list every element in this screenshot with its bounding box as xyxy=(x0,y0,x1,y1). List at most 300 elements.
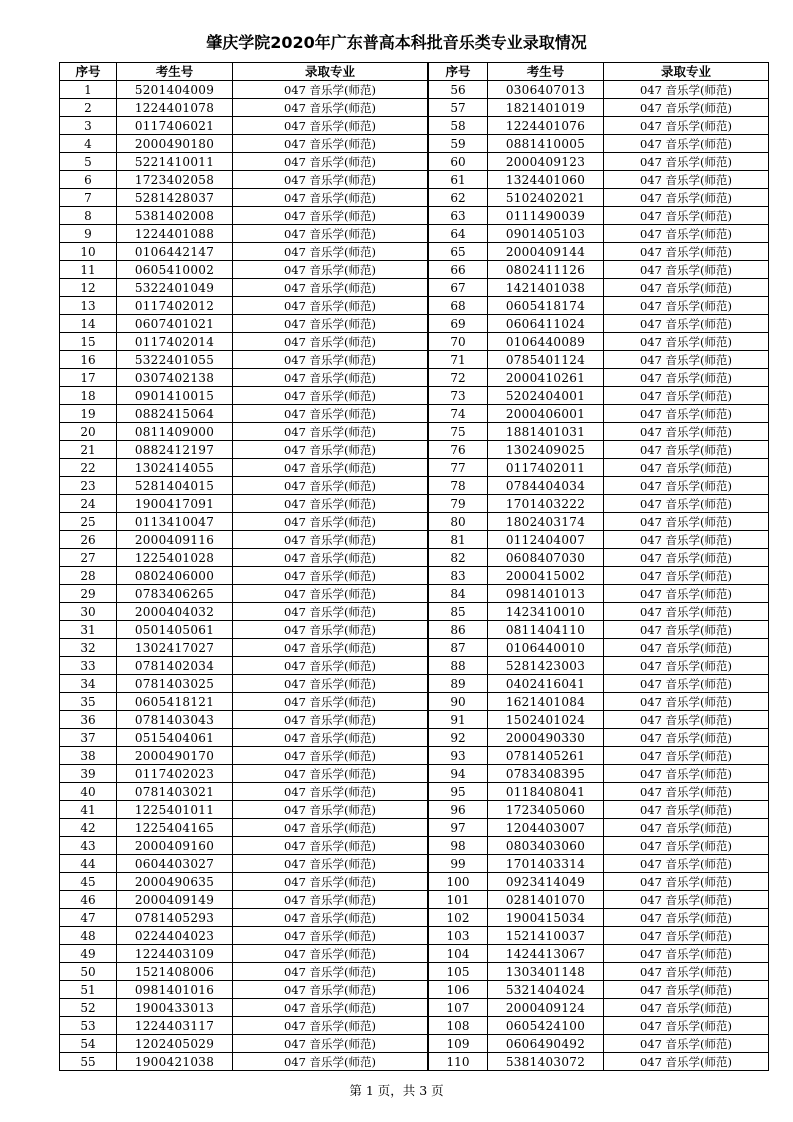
major-cell: 047 音乐学(师范) xyxy=(604,243,769,261)
seq-cell: 22 xyxy=(60,459,117,477)
table-row xyxy=(429,441,769,459)
table-row xyxy=(60,477,428,495)
table-row xyxy=(60,981,428,999)
header-seq: 序号 xyxy=(429,63,488,81)
table-row xyxy=(60,873,428,891)
seq-cell: 35 xyxy=(60,693,117,711)
table-row xyxy=(429,189,769,207)
table-row xyxy=(60,603,428,621)
table-row xyxy=(429,621,769,639)
table-row xyxy=(60,1053,428,1071)
major-cell: 047 音乐学(师范) xyxy=(233,261,428,279)
page-footer: 第 1 页，共 3 页 xyxy=(349,1083,444,1098)
seq-cell: 30 xyxy=(60,603,117,621)
table-row xyxy=(60,819,428,837)
exam-id-cell: 2000404032 xyxy=(117,603,233,621)
major-cell: 047 音乐学(师范) xyxy=(604,405,769,423)
seq-cell: 11 xyxy=(60,261,117,279)
table-row xyxy=(429,1035,769,1053)
table-row xyxy=(60,153,428,171)
table-row xyxy=(429,297,769,315)
table-row xyxy=(429,549,769,567)
seq-cell: 20 xyxy=(60,423,117,441)
exam-id-cell: 0901410015 xyxy=(117,387,233,405)
seq-cell: 70 xyxy=(429,333,488,351)
seq-cell: 65 xyxy=(429,243,488,261)
seq-cell: 38 xyxy=(60,747,117,765)
exam-id-cell: 0402416041 xyxy=(488,675,604,693)
major-cell: 047 音乐学(师范) xyxy=(233,711,428,729)
exam-id-cell: 5322401049 xyxy=(117,279,233,297)
seq-cell: 72 xyxy=(429,369,488,387)
major-cell: 047 音乐学(师范) xyxy=(233,315,428,333)
major-cell: 047 音乐学(师范) xyxy=(233,207,428,225)
exam-id-cell: 1423410010 xyxy=(488,603,604,621)
table-row xyxy=(429,171,769,189)
seq-cell: 27 xyxy=(60,549,117,567)
table-row xyxy=(60,765,428,783)
seq-cell: 14 xyxy=(60,315,117,333)
table-row xyxy=(60,99,428,117)
exam-id-cell: 0106442147 xyxy=(117,243,233,261)
seq-cell: 40 xyxy=(60,783,117,801)
table-row xyxy=(429,351,769,369)
seq-cell: 86 xyxy=(429,621,488,639)
exam-id-cell: 0106440089 xyxy=(488,333,604,351)
major-cell: 047 音乐学(师范) xyxy=(233,531,428,549)
seq-cell: 25 xyxy=(60,513,117,531)
major-cell: 047 音乐学(师范) xyxy=(604,423,769,441)
major-cell: 047 音乐学(师范) xyxy=(604,891,769,909)
exam-id-cell: 0605410002 xyxy=(117,261,233,279)
exam-id-cell: 1521410037 xyxy=(488,927,604,945)
table-row xyxy=(60,351,428,369)
exam-id-cell: 0606411024 xyxy=(488,315,604,333)
major-cell: 047 音乐学(师范) xyxy=(233,423,428,441)
table-row xyxy=(60,207,428,225)
exam-id-cell: 1900433013 xyxy=(117,999,233,1017)
major-cell: 047 音乐学(师范) xyxy=(233,819,428,837)
table-row xyxy=(429,567,769,585)
seq-cell: 102 xyxy=(429,909,488,927)
seq-cell: 61 xyxy=(429,171,488,189)
major-cell: 047 音乐学(师范) xyxy=(233,351,428,369)
exam-id-cell: 5321404024 xyxy=(488,981,604,999)
exam-id-cell: 5281404015 xyxy=(117,477,233,495)
major-cell: 047 音乐学(师范) xyxy=(604,927,769,945)
seq-cell: 67 xyxy=(429,279,488,297)
table-row xyxy=(429,1053,769,1071)
exam-id-cell: 1225401028 xyxy=(117,549,233,567)
table-row xyxy=(60,657,428,675)
seq-cell: 41 xyxy=(60,801,117,819)
seq-cell: 91 xyxy=(429,711,488,729)
table-row xyxy=(429,495,769,513)
exam-id-cell: 1701403314 xyxy=(488,855,604,873)
table-row xyxy=(60,81,428,99)
table-row xyxy=(429,675,769,693)
major-cell: 047 音乐学(师范) xyxy=(604,1017,769,1035)
table-row xyxy=(60,693,428,711)
major-cell: 047 音乐学(师范) xyxy=(604,117,769,135)
major-cell: 047 音乐学(师范) xyxy=(233,1017,428,1035)
seq-cell: 83 xyxy=(429,567,488,585)
table-header-row xyxy=(60,63,428,81)
major-cell: 047 音乐学(师范) xyxy=(604,459,769,477)
table-row xyxy=(429,603,769,621)
table-row xyxy=(429,909,769,927)
seq-cell: 97 xyxy=(429,819,488,837)
exam-id-cell: 1324401060 xyxy=(488,171,604,189)
seq-cell: 75 xyxy=(429,423,488,441)
seq-cell: 19 xyxy=(60,405,117,423)
exam-id-cell: 5221410011 xyxy=(117,153,233,171)
major-cell: 047 音乐学(师范) xyxy=(604,387,769,405)
major-cell: 047 音乐学(师范) xyxy=(233,495,428,513)
major-cell: 047 音乐学(师范) xyxy=(233,153,428,171)
exam-id-cell: 1621401084 xyxy=(488,693,604,711)
table-row xyxy=(60,441,428,459)
major-cell: 047 音乐学(师范) xyxy=(233,675,428,693)
major-cell: 047 音乐学(师范) xyxy=(604,747,769,765)
table-row xyxy=(429,387,769,405)
table-row xyxy=(429,783,769,801)
seq-cell: 36 xyxy=(60,711,117,729)
table-row xyxy=(429,531,769,549)
seq-cell: 107 xyxy=(429,999,488,1017)
major-cell: 047 音乐学(师范) xyxy=(233,1035,428,1053)
seq-cell: 60 xyxy=(429,153,488,171)
table-row xyxy=(60,513,428,531)
exam-id-cell: 1302417027 xyxy=(117,639,233,657)
table-row xyxy=(60,729,428,747)
exam-id-cell: 0608407030 xyxy=(488,549,604,567)
major-cell: 047 音乐学(师范) xyxy=(604,297,769,315)
seq-cell: 21 xyxy=(60,441,117,459)
table-row xyxy=(60,963,428,981)
major-cell: 047 音乐学(师范) xyxy=(233,999,428,1017)
table-row xyxy=(429,81,769,99)
exam-id-cell: 0803403060 xyxy=(488,837,604,855)
seq-cell: 17 xyxy=(60,369,117,387)
table-row xyxy=(429,945,769,963)
seq-cell: 6 xyxy=(60,171,117,189)
table-row xyxy=(60,405,428,423)
exam-id-cell: 1225401011 xyxy=(117,801,233,819)
table-row xyxy=(60,639,428,657)
exam-id-cell: 2000490180 xyxy=(117,135,233,153)
major-cell: 047 音乐学(师范) xyxy=(233,945,428,963)
seq-cell: 15 xyxy=(60,333,117,351)
seq-cell: 109 xyxy=(429,1035,488,1053)
exam-id-cell: 0781402034 xyxy=(117,657,233,675)
seq-cell: 71 xyxy=(429,351,488,369)
seq-cell: 82 xyxy=(429,549,488,567)
major-cell: 047 音乐学(师范) xyxy=(233,693,428,711)
seq-cell: 106 xyxy=(429,981,488,999)
table-row xyxy=(60,225,428,243)
seq-cell: 94 xyxy=(429,765,488,783)
table-row xyxy=(429,117,769,135)
exam-id-cell: 1421401038 xyxy=(488,279,604,297)
major-cell: 047 音乐学(师范) xyxy=(233,369,428,387)
exam-id-cell: 0106440010 xyxy=(488,639,604,657)
table-row xyxy=(429,333,769,351)
exam-id-cell: 1204403007 xyxy=(488,819,604,837)
major-cell: 047 音乐学(师范) xyxy=(604,315,769,333)
major-cell: 047 音乐学(师范) xyxy=(604,801,769,819)
table-row xyxy=(60,945,428,963)
seq-cell: 33 xyxy=(60,657,117,675)
major-cell: 047 音乐学(师范) xyxy=(604,261,769,279)
major-cell: 047 音乐学(师范) xyxy=(233,171,428,189)
table-row xyxy=(429,981,769,999)
table-row xyxy=(60,261,428,279)
seq-cell: 101 xyxy=(429,891,488,909)
exam-id-cell: 1303401148 xyxy=(488,963,604,981)
exam-id-cell: 5201404009 xyxy=(117,81,233,99)
major-cell: 047 音乐学(师范) xyxy=(604,495,769,513)
exam-id-cell: 2000406001 xyxy=(488,405,604,423)
page-title: 肇庆学院2020年广东普高本科批音乐类专业录取情况 xyxy=(206,33,587,52)
major-cell: 047 音乐学(师范) xyxy=(233,927,428,945)
table-row xyxy=(429,279,769,297)
seq-cell: 79 xyxy=(429,495,488,513)
major-cell: 047 音乐学(师范) xyxy=(604,225,769,243)
major-cell: 047 音乐学(师范) xyxy=(604,981,769,999)
table-row xyxy=(429,459,769,477)
major-cell: 047 音乐学(师范) xyxy=(233,513,428,531)
major-cell: 047 音乐学(师范) xyxy=(233,603,428,621)
major-cell: 047 音乐学(师范) xyxy=(233,549,428,567)
seq-cell: 48 xyxy=(60,927,117,945)
seq-cell: 50 xyxy=(60,963,117,981)
major-cell: 047 音乐学(师范) xyxy=(604,783,769,801)
seq-cell: 52 xyxy=(60,999,117,1017)
major-cell: 047 音乐学(师范) xyxy=(604,585,769,603)
major-cell: 047 音乐学(师范) xyxy=(604,657,769,675)
exam-id-cell: 0781403043 xyxy=(117,711,233,729)
table-row xyxy=(60,567,428,585)
seq-cell: 98 xyxy=(429,837,488,855)
exam-id-cell: 5381403072 xyxy=(488,1053,604,1071)
major-cell: 047 音乐学(师范) xyxy=(233,837,428,855)
exam-id-cell: 0117402012 xyxy=(117,297,233,315)
seq-cell: 100 xyxy=(429,873,488,891)
major-cell: 047 音乐学(师范) xyxy=(233,981,428,999)
table-row xyxy=(60,855,428,873)
admission-table-right xyxy=(428,62,769,1071)
seq-cell: 80 xyxy=(429,513,488,531)
major-cell: 047 音乐学(师范) xyxy=(604,189,769,207)
table-row xyxy=(60,1035,428,1053)
major-cell: 047 音乐学(师范) xyxy=(604,531,769,549)
exam-id-cell: 2000409149 xyxy=(117,891,233,909)
major-cell: 047 音乐学(师范) xyxy=(233,567,428,585)
exam-id-cell: 1900415034 xyxy=(488,909,604,927)
exam-id-cell: 1701403222 xyxy=(488,495,604,513)
table-row xyxy=(429,801,769,819)
seq-cell: 88 xyxy=(429,657,488,675)
major-cell: 047 音乐学(师范) xyxy=(233,477,428,495)
major-cell: 047 音乐学(师范) xyxy=(233,783,428,801)
major-cell: 047 音乐学(师范) xyxy=(604,81,769,99)
exam-id-cell: 0605424100 xyxy=(488,1017,604,1035)
major-cell: 047 音乐学(师范) xyxy=(604,99,769,117)
seq-cell: 31 xyxy=(60,621,117,639)
major-cell: 047 音乐学(师范) xyxy=(604,729,769,747)
exam-id-cell: 1224401076 xyxy=(488,117,604,135)
table-row xyxy=(60,243,428,261)
major-cell: 047 音乐学(师范) xyxy=(604,675,769,693)
exam-id-cell: 0901405103 xyxy=(488,225,604,243)
seq-cell: 104 xyxy=(429,945,488,963)
table-row xyxy=(60,747,428,765)
table-row xyxy=(60,459,428,477)
exam-id-cell: 2000490170 xyxy=(117,747,233,765)
exam-id-cell: 1521408006 xyxy=(117,963,233,981)
seq-cell: 12 xyxy=(60,279,117,297)
major-cell: 047 音乐学(师范) xyxy=(604,567,769,585)
seq-cell: 63 xyxy=(429,207,488,225)
seq-cell: 26 xyxy=(60,531,117,549)
table-row xyxy=(60,315,428,333)
exam-id-cell: 2000409124 xyxy=(488,999,604,1017)
exam-id-cell: 0811409000 xyxy=(117,423,233,441)
seq-cell: 73 xyxy=(429,387,488,405)
exam-id-cell: 1202405029 xyxy=(117,1035,233,1053)
seq-cell: 64 xyxy=(429,225,488,243)
major-cell: 047 音乐学(师范) xyxy=(233,765,428,783)
seq-cell: 76 xyxy=(429,441,488,459)
major-cell: 047 音乐学(师范) xyxy=(604,549,769,567)
exam-id-cell: 0981401013 xyxy=(488,585,604,603)
exam-id-cell: 5322401055 xyxy=(117,351,233,369)
exam-id-cell: 1224403109 xyxy=(117,945,233,963)
seq-cell: 78 xyxy=(429,477,488,495)
major-cell: 047 音乐学(师范) xyxy=(604,711,769,729)
seq-cell: 69 xyxy=(429,315,488,333)
table-row xyxy=(60,711,428,729)
seq-cell: 108 xyxy=(429,1017,488,1035)
table-row xyxy=(429,225,769,243)
exam-id-cell: 0117402023 xyxy=(117,765,233,783)
major-cell: 047 音乐学(师范) xyxy=(233,801,428,819)
exam-id-cell: 2000409160 xyxy=(117,837,233,855)
major-cell: 047 音乐学(师范) xyxy=(233,405,428,423)
table-row xyxy=(60,891,428,909)
major-cell: 047 音乐学(师范) xyxy=(604,477,769,495)
table-row xyxy=(60,135,428,153)
table-row xyxy=(60,999,428,1017)
seq-cell: 32 xyxy=(60,639,117,657)
table-row xyxy=(429,747,769,765)
exam-id-cell: 1302414055 xyxy=(117,459,233,477)
seq-cell: 47 xyxy=(60,909,117,927)
table-row xyxy=(60,369,428,387)
exam-id-cell: 0605418174 xyxy=(488,297,604,315)
table-row xyxy=(429,873,769,891)
major-cell: 047 音乐学(师范) xyxy=(604,1035,769,1053)
seq-cell: 81 xyxy=(429,531,488,549)
major-cell: 047 音乐学(师范) xyxy=(233,99,428,117)
exam-id-cell: 1802403174 xyxy=(488,513,604,531)
table-row xyxy=(60,837,428,855)
exam-id-cell: 1881401031 xyxy=(488,423,604,441)
seq-cell: 90 xyxy=(429,693,488,711)
table-row xyxy=(60,117,428,135)
exam-id-cell: 1225404165 xyxy=(117,819,233,837)
major-cell: 047 音乐学(师范) xyxy=(233,585,428,603)
seq-cell: 1 xyxy=(60,81,117,99)
exam-id-cell: 2000409116 xyxy=(117,531,233,549)
seq-cell: 95 xyxy=(429,783,488,801)
major-cell: 047 音乐学(师范) xyxy=(604,171,769,189)
exam-id-cell: 0307402138 xyxy=(117,369,233,387)
exam-id-cell: 1302409025 xyxy=(488,441,604,459)
exam-id-cell: 0117402014 xyxy=(117,333,233,351)
exam-id-cell: 0781403021 xyxy=(117,783,233,801)
exam-id-cell: 0606490492 xyxy=(488,1035,604,1053)
seq-cell: 23 xyxy=(60,477,117,495)
seq-cell: 59 xyxy=(429,135,488,153)
exam-id-cell: 1224401088 xyxy=(117,225,233,243)
table-row xyxy=(429,729,769,747)
major-cell: 047 音乐学(师范) xyxy=(233,279,428,297)
exam-id-cell: 0306407013 xyxy=(488,81,604,99)
table-row xyxy=(429,711,769,729)
table-row xyxy=(429,315,769,333)
exam-id-cell: 0781405293 xyxy=(117,909,233,927)
exam-id-cell: 5202404001 xyxy=(488,387,604,405)
exam-id-cell: 0117402011 xyxy=(488,459,604,477)
seq-cell: 53 xyxy=(60,1017,117,1035)
major-cell: 047 音乐学(师范) xyxy=(604,945,769,963)
major-cell: 047 音乐学(师范) xyxy=(604,153,769,171)
table-row xyxy=(429,423,769,441)
seq-cell: 42 xyxy=(60,819,117,837)
major-cell: 047 音乐学(师范) xyxy=(604,333,769,351)
exam-id-cell: 5281423003 xyxy=(488,657,604,675)
seq-cell: 9 xyxy=(60,225,117,243)
seq-cell: 87 xyxy=(429,639,488,657)
seq-cell: 2 xyxy=(60,99,117,117)
major-cell: 047 音乐学(师范) xyxy=(604,999,769,1017)
seq-cell: 16 xyxy=(60,351,117,369)
seq-cell: 34 xyxy=(60,675,117,693)
exam-id-cell: 2000410261 xyxy=(488,369,604,387)
major-cell: 047 音乐学(师范) xyxy=(233,1053,428,1071)
exam-id-cell: 1723405060 xyxy=(488,801,604,819)
table-row xyxy=(60,297,428,315)
major-cell: 047 音乐学(师范) xyxy=(233,333,428,351)
seq-cell: 44 xyxy=(60,855,117,873)
seq-cell: 110 xyxy=(429,1053,488,1071)
major-cell: 047 音乐学(师范) xyxy=(233,729,428,747)
exam-id-cell: 1224401078 xyxy=(117,99,233,117)
major-cell: 047 音乐学(师范) xyxy=(604,279,769,297)
table-row xyxy=(429,477,769,495)
seq-cell: 4 xyxy=(60,135,117,153)
header-exam-id: 考生号 xyxy=(488,63,604,81)
table-row xyxy=(60,171,428,189)
major-cell: 047 音乐学(师范) xyxy=(233,657,428,675)
seq-cell: 51 xyxy=(60,981,117,999)
major-cell: 047 音乐学(师范) xyxy=(233,621,428,639)
table-row xyxy=(429,765,769,783)
major-cell: 047 音乐学(师范) xyxy=(604,639,769,657)
major-cell: 047 音乐学(师范) xyxy=(233,297,428,315)
